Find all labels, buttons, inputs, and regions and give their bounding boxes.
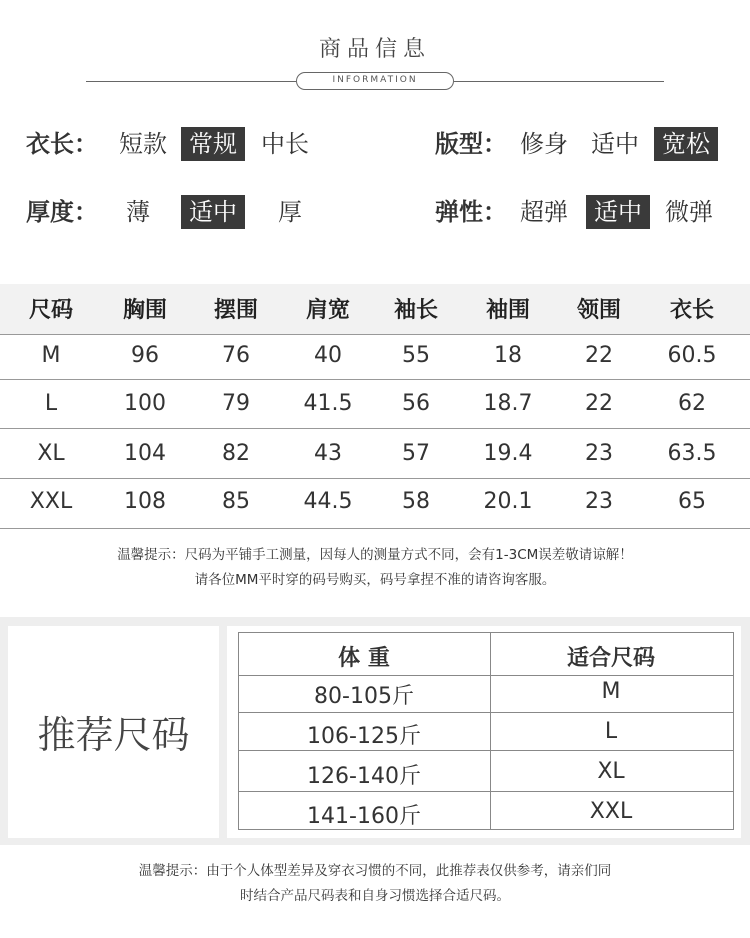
attr-fit-option-loose-selected: 宽松 <box>654 127 718 161</box>
size-table-cell: 76 <box>222 343 250 368</box>
attr-elasticity-option-slight: 微弹 <box>665 198 713 226</box>
size-note-line2: 请各位MM平时穿的码号购买，码号拿捏不准的请咨询客服。 <box>194 572 556 588</box>
size-table-header-cell: 袖长 <box>393 298 438 323</box>
size-note-line1: 温馨提示：尺码为平铺手工测量，因每人的测量方式不同，会有1-3CM误差敬请谅解！ <box>117 547 633 563</box>
size-table-cell: 55 <box>402 343 430 368</box>
recommend-table-header-cell: 体 重 <box>338 646 390 671</box>
size-table-cell: 79 <box>222 391 250 416</box>
size-table-cell: 44.5 <box>303 489 353 514</box>
recommend-table-row-divider <box>238 675 734 676</box>
attr-length-option-short: 短款 <box>119 130 167 158</box>
size-table-cell: 65 <box>678 489 706 514</box>
size-table-cell: 18.7 <box>483 391 533 416</box>
size-table-row-divider <box>0 379 750 380</box>
recommend-title: 推荐尺码 <box>37 713 190 757</box>
attr-elasticity-option-super: 超弹 <box>520 198 568 226</box>
size-table-cell: XL <box>37 441 65 466</box>
size-table-cell: 96 <box>131 343 159 368</box>
size-table-cell: M <box>41 343 61 368</box>
attr-elasticity-label: 弹性： <box>435 198 507 226</box>
recommend-table-cell: XXL <box>589 799 633 824</box>
size-table-header-cell: 袖围 <box>485 298 530 323</box>
attr-fit-option-regular: 适中 <box>591 130 639 158</box>
attr-thickness-option-thin: 薄 <box>126 198 150 226</box>
size-table-cell: 58 <box>402 489 430 514</box>
size-table-row-divider <box>0 428 750 429</box>
size-table-cell: 18 <box>494 343 522 368</box>
size-table-cell: 40 <box>314 343 342 368</box>
attr-fit-option-slim: 修身 <box>520 130 568 158</box>
size-table-header-cell: 胸围 <box>122 298 167 323</box>
recommend-note-line1: 温馨提示：由于个人体型差异及穿衣习惯的不同，此推荐表仅供参考，请亲们同 <box>138 863 612 879</box>
recommend-note-line2: 时结合产品尺码表和自身习惯选择合适尺码。 <box>240 888 510 904</box>
size-table-cell: 22 <box>585 391 613 416</box>
attr-length-option-regular-selected: 常规 <box>181 127 245 161</box>
size-table-row-divider <box>0 528 750 529</box>
size-table-cell: 62 <box>678 391 706 416</box>
size-table-header-cell: 肩宽 <box>305 298 350 323</box>
size-table-header-cell: 衣长 <box>669 298 714 323</box>
recommend-table-cell: 80-105斤 <box>314 684 414 709</box>
size-table-cell: 23 <box>585 489 613 514</box>
size-table-cell: 19.4 <box>483 441 533 466</box>
attr-length-option-midlong: 中长 <box>261 130 309 158</box>
attr-thickness-option-thick: 厚 <box>278 198 302 226</box>
size-table-cell: 23 <box>585 441 613 466</box>
divider-right <box>454 81 664 82</box>
size-table-cell: 60.5 <box>667 343 717 368</box>
attr-thickness-option-medium-selected: 适中 <box>181 195 245 229</box>
size-table-header-cell: 摆围 <box>213 298 258 323</box>
divider-left <box>86 81 296 82</box>
recommend-table-cell: L <box>604 719 618 744</box>
recommend-table-cell: M <box>601 679 621 704</box>
size-table-cell: 43 <box>314 441 342 466</box>
recommend-table-cell: 106-125斤 <box>307 724 421 749</box>
size-table-row-divider <box>0 478 750 479</box>
size-table-cell: 22 <box>585 343 613 368</box>
recommend-table-row-divider <box>238 750 734 751</box>
recommend-table-cell: XL <box>597 759 625 784</box>
size-table-cell: 56 <box>402 391 430 416</box>
size-table-cell: 82 <box>222 441 250 466</box>
size-table-cell: L <box>44 391 58 416</box>
attr-length-label: 衣长： <box>26 130 98 158</box>
section-title: 商品信息 <box>318 37 431 62</box>
size-table-cell: 20.1 <box>483 489 533 514</box>
recommend-table-cell: 126-140斤 <box>307 764 421 789</box>
size-table-cell: 104 <box>124 441 166 466</box>
attr-elasticity-option-medium-selected: 适中 <box>586 195 650 229</box>
size-table-cell: 100 <box>124 391 166 416</box>
section-subtitle-badge: INFORMATION <box>296 72 454 90</box>
size-table-cell: 41.5 <box>303 391 353 416</box>
attr-thickness-label: 厚度： <box>26 198 98 226</box>
recommend-table-header-cell: 适合尺码 <box>566 646 655 671</box>
size-table-cell: 63.5 <box>667 441 717 466</box>
size-table-cell: 108 <box>124 489 166 514</box>
size-table-header-cell: 尺码 <box>28 298 73 323</box>
size-table-cell: XXL <box>29 489 73 514</box>
recommend-table-row-divider <box>238 712 734 713</box>
size-table-row-divider <box>0 334 750 335</box>
size-table-header-cell: 领围 <box>576 298 621 323</box>
attr-fit-label: 版型： <box>435 130 507 158</box>
size-table-cell: 85 <box>222 489 250 514</box>
recommend-table-cell: 141-160斤 <box>307 804 421 829</box>
recommend-table-row-divider <box>238 791 734 792</box>
size-table-cell: 57 <box>402 441 430 466</box>
